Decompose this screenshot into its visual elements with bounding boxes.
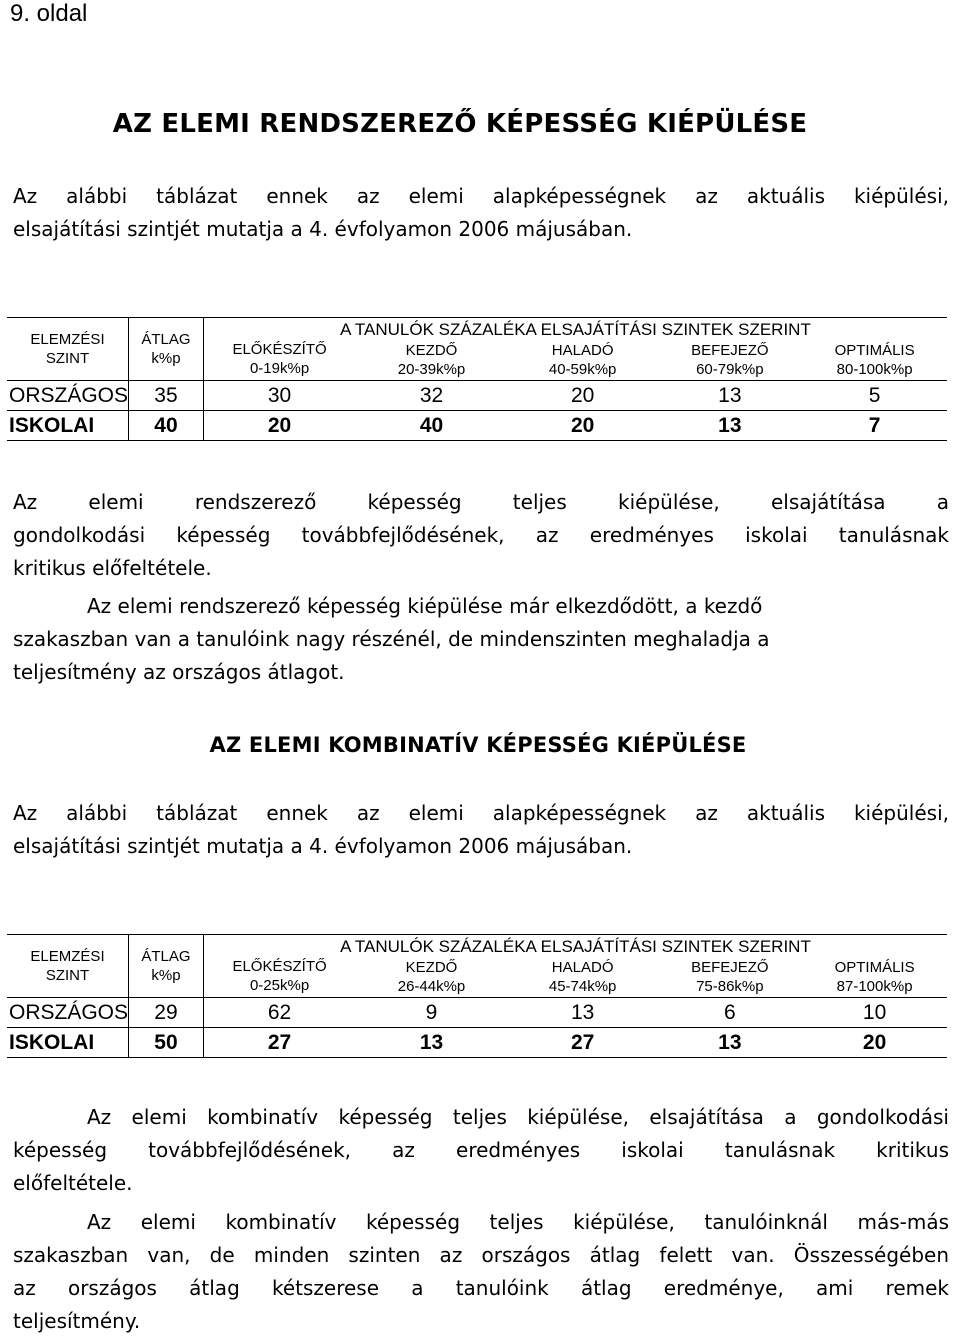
table-cell: 20 — [508, 381, 658, 411]
table-cell: 7 — [802, 411, 947, 441]
table-cell: 30 — [203, 381, 355, 411]
header-level-1: ELŐKÉSZÍTŐ 0-25k%p — [203, 957, 355, 998]
text-line: gondolkodási képesség továbbfejlődésének, az eredményes iskolai tanulásnak — [13, 523, 949, 547]
header-level-5: OPTIMÁLIS 87-100k%p — [834, 959, 915, 995]
text-line: szakaszban van a tanulóink nagy részénél, de mindenszinten meghaladja a — [13, 627, 770, 651]
row-label: ISKOLAI — [7, 1028, 129, 1058]
table-row — [7, 411, 947, 441]
body-paragraph-4 — [13, 1206, 949, 1338]
text-line: teljesítmény. — [13, 1309, 141, 1333]
table-row — [7, 998, 947, 1028]
table-cell: 27 — [508, 1028, 658, 1058]
text-line: Az alábbi táblázat ennek az elemi alapképességnek az aktuális kiépülési, — [13, 184, 949, 208]
text-line: Az alábbi táblázat ennek az elemi alapképességnek az aktuális kiépülési, — [13, 801, 949, 825]
table-row — [7, 1028, 947, 1058]
table-cell: 29 — [129, 998, 204, 1028]
header-level-4: BEFEJEZŐ 75-86k%p — [691, 959, 769, 995]
table-cell: 13 — [657, 381, 802, 411]
table-cell: 10 — [802, 998, 947, 1028]
header-level-2: KEZDŐ 20-39k%p — [397, 342, 466, 378]
row-label: ORSZÁGOS — [7, 998, 129, 1028]
results-table-rendszerezo — [7, 317, 947, 441]
table-cell: 13 — [657, 411, 802, 441]
row-label: ORSZÁGOS — [7, 381, 129, 411]
results-table-kombinativ — [7, 934, 947, 1058]
text-line: az országos átlag kétszerese a tanulóink átlag eredménye, ami remek — [13, 1276, 949, 1300]
table-cell: 20 — [508, 411, 658, 441]
header-level-3: HALADÓ 40-59k%p — [548, 342, 617, 378]
table-cell: 32 — [355, 381, 508, 411]
table-cell: 40 — [129, 411, 204, 441]
header-level-4: BEFEJEZŐ 60-79k%p — [691, 342, 769, 378]
table-cell: 5 — [802, 381, 947, 411]
table-cell: 13 — [508, 998, 658, 1028]
text-line: képesség továbbfejlődésének, az eredményes iskolai tanulásnak kritikus — [13, 1138, 949, 1162]
table-cell: 50 — [129, 1028, 204, 1058]
page-number: 9. oldal — [10, 0, 88, 27]
body-paragraph-1 — [13, 486, 949, 585]
body-paragraph-3 — [13, 1101, 949, 1200]
text-line: Az elemi rendszerező képesség kiépülése már elkezdődött, a kezdő — [87, 594, 763, 618]
table-cell: 62 — [203, 998, 355, 1028]
header-level-3: HALADÓ 45-74k%p — [548, 959, 617, 995]
table-row — [7, 381, 947, 411]
section-title-rendszerezo: AZ ELEMI RENDSZEREZŐ KÉPESSÉG KIÉPÜLÉSE — [112, 109, 808, 139]
intro-paragraph-1 — [13, 180, 949, 246]
intro-paragraph-2 — [13, 797, 949, 863]
text-line: elsajátítási szintjét mutatja a 4. évfolyamon 2006 májusában. — [13, 217, 633, 241]
body-paragraph-2 — [13, 590, 949, 689]
text-line: teljesítmény az országos átlagot. — [13, 660, 345, 684]
text-line: előfeltétele. — [13, 1171, 133, 1195]
text-line: Az elemi kombinatív képesség teljes kiépülése, elsajátítása a gondolkodási — [87, 1105, 949, 1129]
text-line: Az elemi rendszerező képesség teljes kiépülése, elsajátítása a — [13, 490, 949, 514]
table-cell: 13 — [355, 1028, 508, 1058]
header-level-1: ELŐKÉSZÍTŐ 0-19k%p — [203, 340, 355, 381]
row-label: ISKOLAI — [7, 411, 129, 441]
header-span: A TANULÓK SZÁZALÉKA ELSAJÁTÍTÁSI SZINTEK SZERINT — [203, 935, 947, 958]
text-line: Az elemi kombinatív képesség teljes kiépülése, tanulóinknál más-más — [87, 1210, 949, 1234]
table-cell: 20 — [203, 411, 355, 441]
table-cell: 40 — [355, 411, 508, 441]
header-level-5: OPTIMÁLIS 80-100k%p — [834, 342, 915, 378]
table-cell: 20 — [802, 1028, 947, 1058]
header-average: ÁTLAG k%p — [129, 318, 204, 381]
header-average: ÁTLAG k%p — [129, 935, 204, 998]
header-span: A TANULÓK SZÁZALÉKA ELSAJÁTÍTÁSI SZINTEK SZERINT — [203, 318, 947, 341]
text-line: elsajátítási szintjét mutatja a 4. évfolyamon 2006 májusában. — [13, 834, 633, 858]
section-title-kombinativ: AZ ELEMI KOMBINATÍV KÉPESSÉG KIÉPÜLÉSE — [209, 733, 747, 757]
header-level: ELEMZÉSI SZINT — [7, 935, 129, 998]
table-cell: 6 — [657, 998, 802, 1028]
text-line: kritikus előfeltétele. — [13, 556, 212, 580]
table-cell: 9 — [355, 998, 508, 1028]
header-level: ELEMZÉSI SZINT — [7, 318, 129, 381]
text-line: szakaszban van, de minden szinten az országos átlag felett van. Összességében — [13, 1243, 949, 1267]
table-cell: 27 — [203, 1028, 355, 1058]
header-level-2: KEZDŐ 26-44k%p — [397, 959, 466, 995]
table-cell: 13 — [657, 1028, 802, 1058]
table-cell: 35 — [129, 381, 204, 411]
